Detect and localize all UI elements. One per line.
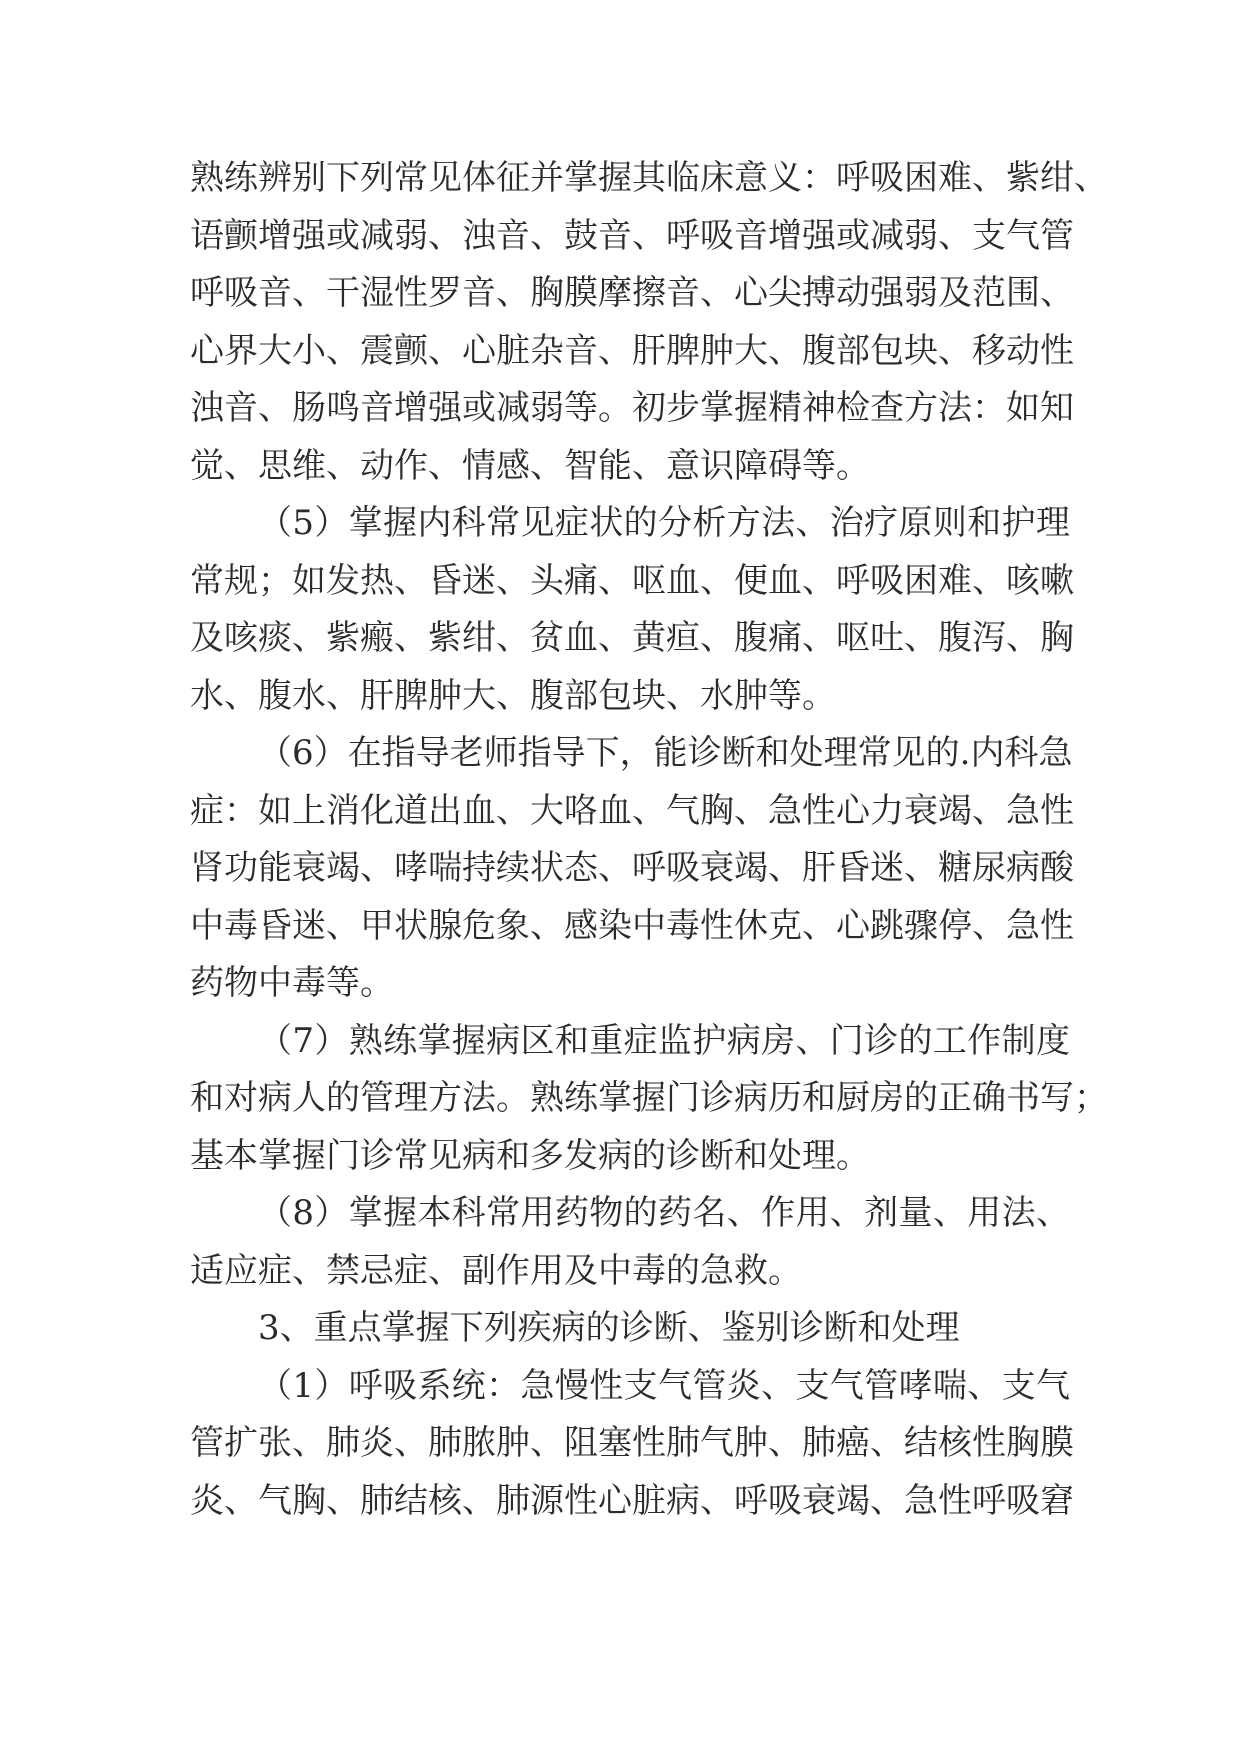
text-line: 语颤增强或减弱、浊音、鼓音、呼吸音增强或减弱、支气管: [190, 216, 1074, 256]
text-line: 药物中毒等。: [190, 963, 394, 1003]
text-line: 熟练辨别下列常见体征并掌握其临床意义：呼吸困难、紫绀、: [190, 158, 1108, 198]
paragraph-8-start: （8）掌握本科常用药物的药名、作用、剂量、用法、: [258, 1193, 1070, 1233]
text-line: 基本掌握门诊常见病和多发病的诊断和处理。: [190, 1136, 870, 1176]
section-heading: 3、重点掌握下列疾病的诊断、鉴别诊断和处理: [258, 1308, 960, 1348]
text-line: 和对病人的管理方法。熟练掌握门诊病历和厨房的正确书写；: [190, 1078, 1108, 1118]
text-line: 呼吸音、干湿性罗音、胸膜摩擦音、心尖搏动强弱及范围、: [190, 273, 1074, 313]
paragraph-7-start: （7）熟练掌握病区和重症监护病房、门诊的工作制度: [258, 1021, 1070, 1061]
text-line: 炎、气胸、肺结核、肺源性心脏病、呼吸衰竭、急性呼吸窘: [190, 1481, 1074, 1521]
text-line: 肾功能衰竭、哮喘持续状态、呼吸衰竭、肝昏迷、糖尿病酸: [190, 848, 1074, 888]
text-line: 中毒昏迷、甲状腺危象、感染中毒性休克、心跳骤停、急性: [190, 906, 1074, 946]
text-line: 水、腹水、肝脾肿大、腹部包块、水肿等。: [190, 676, 836, 716]
text-line: 浊音、肠鸣音增强或减弱等。初步掌握精神检查方法：如知: [190, 388, 1074, 428]
paragraph-6-start: （6）在指导老师指导下，能诊断和处理常见的.内科急: [258, 733, 1073, 773]
paragraph-1-start: （1）呼吸系统：急慢性支气管炎、支气管哮喘、支气: [258, 1366, 1070, 1406]
text-line: 心界大小、震颤、心脏杂音、肝脾肿大、腹部包块、移动性: [190, 331, 1074, 371]
text-line: 觉、思维、动作、情感、智能、意识障碍等。: [190, 446, 870, 486]
text-line: 常规；如发热、昏迷、头痛、呕血、便血、呼吸困难、咳嗽: [190, 561, 1074, 601]
text-line: 症：如上消化道出血、大咯血、气胸、急性心力衰竭、急性: [190, 791, 1074, 831]
text-line: 管扩张、肺炎、肺脓肿、阻塞性肺气肿、肺癌、结核性胸膜: [190, 1423, 1074, 1463]
text-line: 及咳痰、紫瘢、紫绀、贫血、黄疸、腹痛、呕吐、腹泻、胸: [190, 618, 1074, 658]
paragraph-5-start: （5）掌握内科常见症状的分析方法、治疗原则和护理: [258, 503, 1070, 543]
text-line: 适应症、禁忌症、副作用及中毒的急救。: [190, 1251, 802, 1291]
